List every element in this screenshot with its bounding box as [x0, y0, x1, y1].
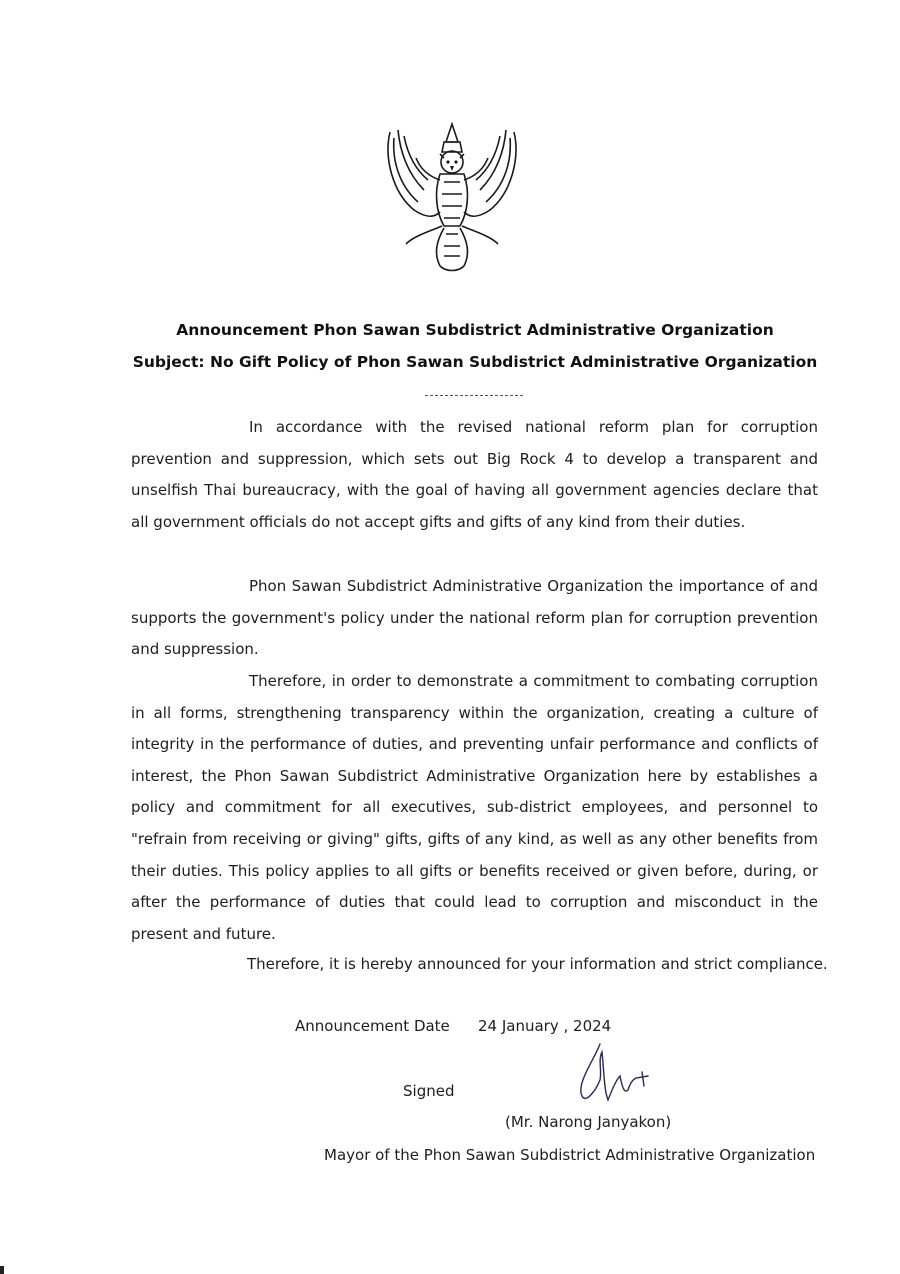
title-divider — [425, 395, 523, 396]
signer-position: Mayor of the Phon Sawan Subdistrict Administrative Organization — [324, 1146, 816, 1164]
handwritten-signature — [570, 1040, 650, 1110]
body-paragraph-3 — [131, 666, 818, 950]
closing-statement: Therefore, it is hereby announced for your information and strict compliance. — [247, 955, 828, 973]
garuda-emblem-icon — [384, 122, 520, 272]
body-paragraph-1-text: In accordance with the revised national reform plan for corruption prevention and suppression, which sets out Big Rock 4 to develop a transparent and unselfish Thai bureaucracy, with the goal of having all government agencies declare that all government officials do not accept gifts and gifts of any kind from their duties. — [131, 418, 818, 531]
announcement-title: Announcement Phon Sawan Subdistrict Administrative Organization — [176, 321, 774, 339]
signed-label: Signed — [403, 1082, 455, 1100]
body-paragraph-1 — [131, 412, 818, 538]
scan-mark — [0, 1266, 4, 1274]
body-paragraph-3-text: Therefore, in order to demonstrate a commitment to combating corruption in all forms, strengthening transparency within the organization, creating a culture of integrity in the performance of duties, and preventing unfair performance and conflicts of interest, the Phon Sawan Subdistrict Administrative Organization here by establishes a policy and commitment for all executives, sub-district employees, and personnel to "refrain from receiving or giving" gifts, gifts of any kind, as well as any other benefits from their duties. This policy applies to all gifts or benefits received or given before, during, or after the performance of duties that could lead to corruption and misconduct in the present and future. — [131, 672, 818, 943]
announcement-date-label: Announcement Date — [295, 1017, 450, 1035]
announcement-date: 24 January , 2024 — [478, 1017, 612, 1035]
body-paragraph-2-text: Phon Sawan Subdistrict Administrative Organization the importance of and supports the government's policy under the national reform plan for corruption prevention and suppression. — [131, 577, 818, 659]
signer-name: (Mr. Narong Janyakon) — [505, 1113, 672, 1131]
announcement-subject: Subject: No Gift Policy of Phon Sawan Subdistrict Administrative Organization — [132, 353, 818, 371]
body-paragraph-2 — [131, 571, 818, 666]
